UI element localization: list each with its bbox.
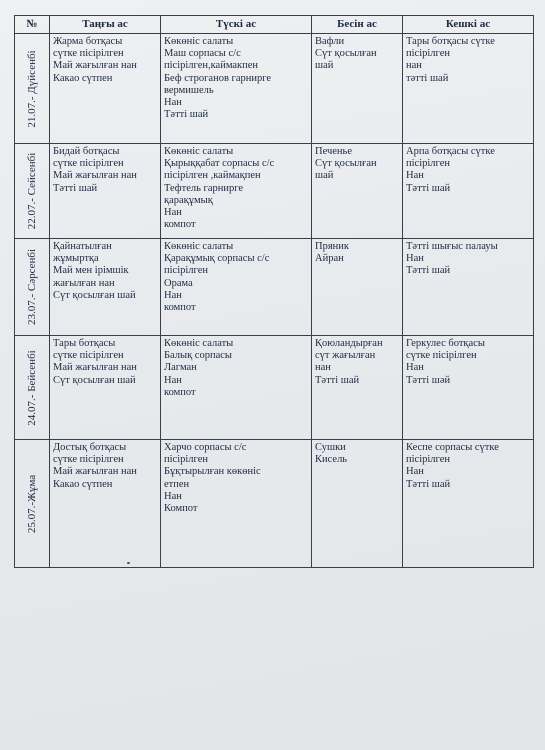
lunch-cell — [161, 144, 312, 239]
menu-row — [15, 144, 534, 239]
breakfast-item: Какао сүтпен — [53, 72, 113, 84]
breakfast-item: Қайнатылған — [53, 241, 112, 252]
lunch-item: Көкөніс салаты — [164, 241, 234, 252]
dinner-item: Тәтті шай — [406, 265, 451, 277]
breakfast-cell — [50, 34, 161, 144]
snack-item: Печенье — [315, 146, 352, 157]
menu-row — [15, 34, 534, 144]
breakfast-item: сүтке пісірілген — [53, 350, 124, 362]
snack-item: Пряник — [315, 241, 350, 252]
breakfast-item: Сүт қосылған шай — [53, 289, 136, 301]
lunch-item: Көкөніс салаты — [164, 338, 234, 349]
snack-cell — [312, 34, 403, 144]
lunch-item: пісірілген — [164, 454, 208, 466]
breakfast-item: Май жағылған нан — [53, 60, 137, 72]
breakfast-item: Жарма ботқасы — [53, 36, 123, 47]
lunch-item: Көкөніс салаты — [164, 146, 234, 157]
header-breakfast: Таңғы ас — [50, 16, 161, 34]
snack-item: Сүт қосылған — [315, 158, 377, 170]
snack-item: Тәтті шай — [315, 374, 360, 386]
dinner-cell — [403, 440, 534, 568]
lunch-item: қарақұмық — [164, 194, 213, 206]
lunch-item: компот — [164, 302, 196, 314]
lunch-cell — [161, 34, 312, 144]
breakfast-item: Май жағылған нан — [53, 466, 137, 478]
menu-row — [15, 336, 534, 440]
dinner-item: Геркулес ботқасы — [406, 338, 485, 349]
dinner-cell — [403, 336, 534, 440]
header-dinner: Кешкі ас — [403, 16, 534, 34]
snack-item: Сушки — [315, 442, 346, 453]
dinner-item: нан — [406, 60, 422, 72]
dinner-item: пісірілген — [406, 454, 450, 466]
breakfast-item: Какао сүтпен — [53, 478, 113, 490]
breakfast-cell — [50, 144, 161, 239]
lunch-item: Маш сорпасы с/с — [164, 48, 241, 60]
lunch-item: Нан — [164, 490, 182, 502]
lunch-item: Орама — [164, 277, 193, 289]
day-cell — [15, 34, 50, 144]
snack-item: Кисель — [315, 454, 348, 466]
lunch-item: Компот — [164, 503, 198, 515]
menu-row — [15, 440, 534, 568]
lunch-item: Балық сорпасы — [164, 350, 232, 362]
snack-item: шай — [315, 60, 334, 72]
dinner-item: тәтті шай — [406, 72, 449, 84]
dinner-item: Тәтті шай — [406, 478, 451, 490]
lunch-cell — [161, 336, 312, 440]
header-snack: Бесін ас — [312, 16, 403, 34]
breakfast-item: сүтке пісірілген — [53, 158, 124, 170]
dinner-item: Нан — [406, 362, 424, 374]
dinner-item: пісірілген — [406, 158, 450, 170]
lunch-item: Қырыққабат сорпасы с/с — [164, 158, 275, 170]
dinner-cell — [403, 144, 534, 239]
dinner-item: Кеспе сорпасы сүтке — [406, 442, 499, 453]
breakfast-item: Тәтті шай — [53, 182, 98, 194]
menu-row — [15, 239, 534, 336]
day-label: 21.07.- Дүйсенбі — [25, 49, 38, 128]
breakfast-cell — [50, 336, 161, 440]
lunch-cell — [161, 440, 312, 568]
snack-item: Қоюландырған — [315, 338, 383, 349]
lunch-item: Тәтті шай — [164, 109, 209, 121]
lunch-item: Бұқтырылған көкөніс — [164, 466, 261, 478]
day-cell — [15, 440, 50, 568]
dinner-item: Тәтті шай — [406, 182, 451, 194]
breakfast-item: Май мен ірімшік — [53, 265, 129, 277]
dinner-item: Тәтті шәй — [406, 374, 451, 386]
snack-item: Айран — [315, 253, 344, 265]
breakfast-item: сүтке пісірілген — [53, 454, 124, 466]
lunch-item: Беф строганов гарнирге — [164, 72, 272, 84]
lunch-item: Нан — [164, 207, 182, 219]
breakfast-cell — [50, 239, 161, 336]
snack-item: шай — [315, 170, 334, 182]
breakfast-item: Достық ботқасы — [53, 442, 127, 453]
breakfast-item: Сүт қосылған шай — [53, 374, 136, 386]
lunch-item: Лагман — [164, 362, 197, 374]
snack-item: нан — [315, 362, 331, 374]
lunch-item: пісірілген ,каймақпен — [164, 170, 261, 182]
day-label: 23.07.- Сәрсенбі — [25, 248, 38, 326]
lunch-item: Нан — [164, 97, 182, 109]
snack-item: сүт жағылған — [315, 350, 376, 362]
header-lunch: Түскі ас — [161, 16, 312, 34]
breakfast-item: Май жағылған нан — [53, 170, 137, 182]
day-cell — [15, 336, 50, 440]
dinner-item: Арпа ботқасы сүтке — [406, 146, 495, 157]
snack-item: Сүт қосылған — [315, 48, 377, 60]
breakfast-item: Май жағылған нан — [53, 362, 137, 374]
day-cell — [15, 239, 50, 336]
breakfast-cell — [50, 440, 161, 568]
lunch-item: пісірілген — [164, 265, 208, 277]
header-number: № — [15, 16, 50, 34]
lunch-item: Харчо сорпасы с/с — [164, 442, 247, 453]
lunch-item: Қарақұмық сорпасы с/с — [164, 253, 270, 265]
dinner-cell — [403, 239, 534, 336]
snack-cell — [312, 336, 403, 440]
lunch-item: Көкөніс салаты — [164, 36, 234, 47]
dinner-item: Нан — [406, 253, 424, 265]
lunch-item: пісірілген,каймакпен — [164, 60, 259, 72]
dinner-item: Нан — [406, 466, 424, 478]
lunch-item: Нан — [164, 289, 182, 301]
breakfast-item: жұмыртқа — [53, 253, 99, 265]
lunch-cell — [161, 239, 312, 336]
dinner-item: Нан — [406, 170, 424, 182]
lunch-item: компот — [164, 386, 196, 398]
day-cell — [15, 144, 50, 239]
breakfast-item: Бидай ботқасы — [53, 146, 120, 157]
lunch-item: компот — [164, 219, 196, 231]
day-label: 25.07.-Жұма — [25, 474, 38, 533]
lunch-item: етпен — [164, 478, 190, 490]
dinner-cell — [403, 34, 534, 144]
dinner-item: Тары ботқасы сүтке — [406, 36, 495, 47]
dinner-item: пісірілген — [406, 48, 450, 60]
day-label: 24.07.- Бейсенбі — [25, 349, 38, 426]
weekly-menu-table — [14, 15, 534, 568]
snack-cell — [312, 144, 403, 239]
lunch-item: вермишель — [164, 84, 214, 96]
dinner-item: сүтке пісірілген — [406, 350, 477, 362]
dinner-item: Тәтті шығыс палауы — [406, 241, 498, 252]
header-row — [15, 16, 534, 34]
breakfast-item: Тары ботқасы — [53, 338, 116, 349]
snack-cell — [312, 440, 403, 568]
snack-cell — [312, 239, 403, 336]
day-label: 22.07.- Сейсенбі — [25, 152, 38, 230]
breakfast-item: сүтке пісірілген — [53, 48, 124, 60]
breakfast-item: жағылған нан — [53, 277, 115, 289]
lunch-item: Нан — [164, 374, 182, 386]
snack-item: Вафли — [315, 36, 345, 47]
lunch-item: Тефтель гарнирге — [164, 182, 244, 194]
paper-speck — [127, 562, 130, 564]
